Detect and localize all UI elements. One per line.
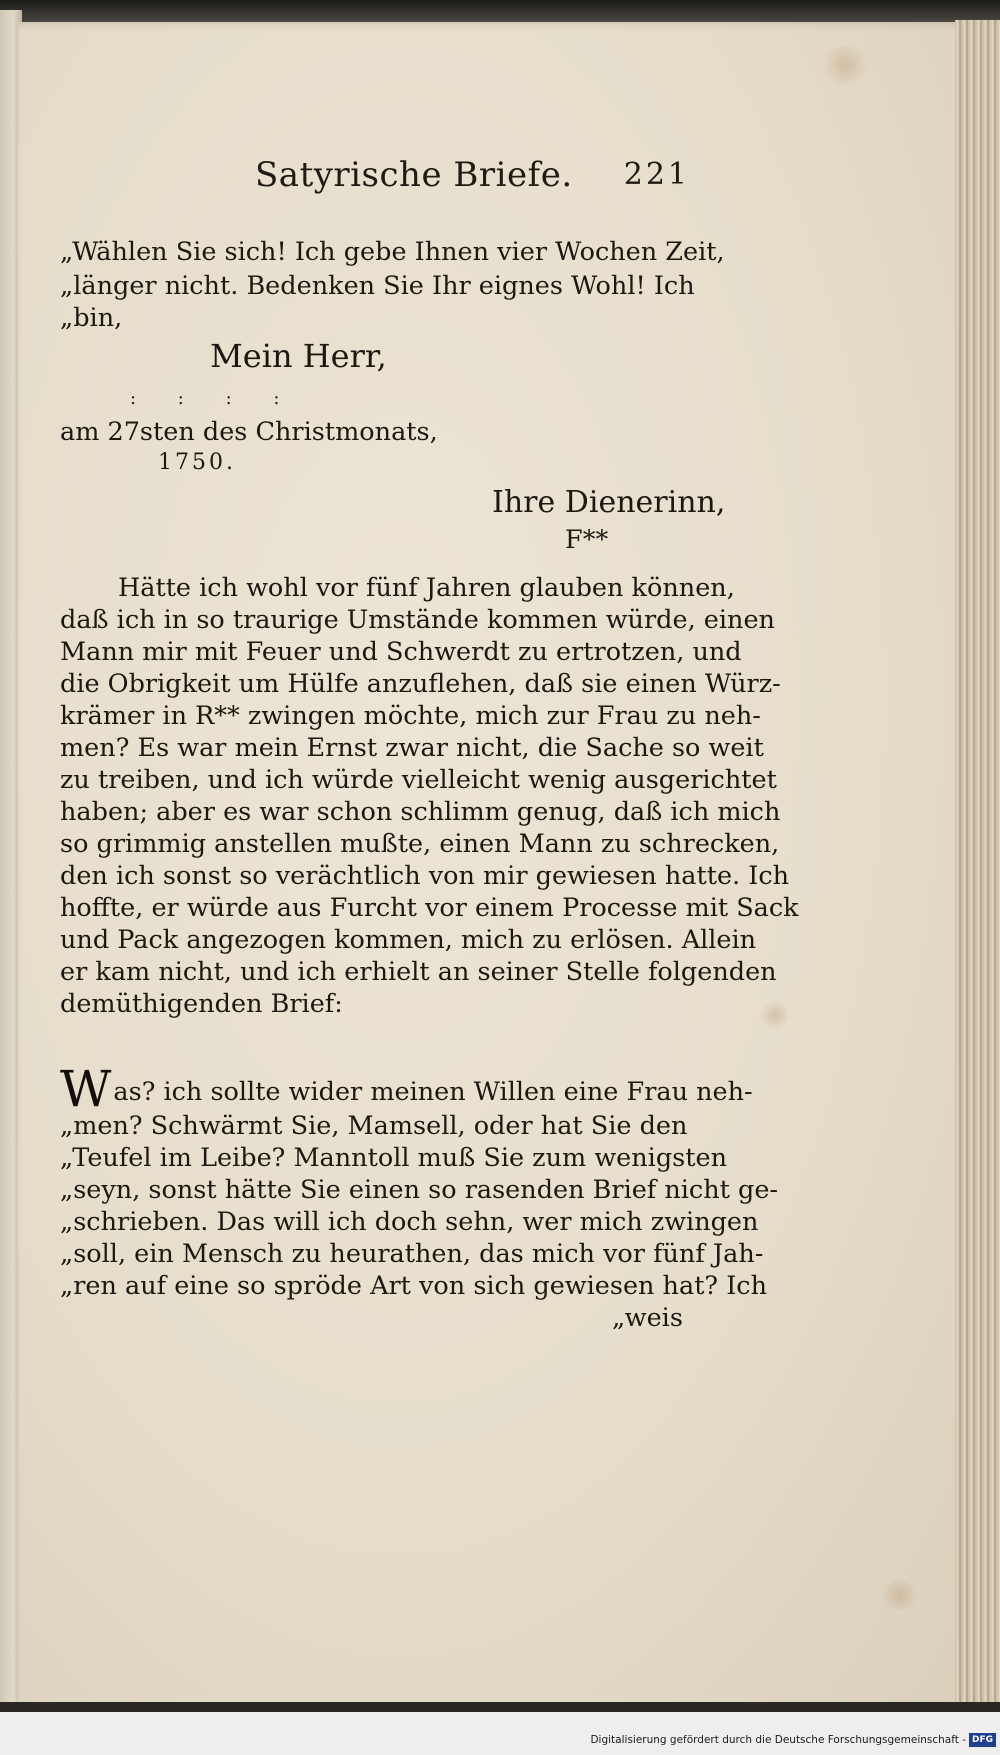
paragraph-line: den ich sonst so verächtlich von mir gewiesen hatte. Ich: [60, 861, 790, 891]
page-header: [60, 155, 690, 205]
paragraph-line: Hätte ich wohl vor fünf Jahren glauben können,: [118, 573, 735, 603]
catchword: „weis: [612, 1303, 683, 1333]
paragraph-line: und Pack angezogen kommen, mich zu erlösen. Allein: [60, 925, 757, 955]
book-top-edge: [0, 0, 1000, 22]
paragraph-line: er kam nicht, und ich erhielt an seiner Stelle folgenden: [60, 957, 777, 987]
reply-line: „soll, ein Mensch zu heurathen, das mich vor fünf Jah-: [60, 1239, 764, 1269]
running-head: Satyrische Briefe.: [255, 155, 573, 195]
reply-first-line: [60, 1060, 753, 1118]
reply-line: „seyn, sonst hätte Sie einen so rasenden Brief nicht ge-: [60, 1175, 779, 1205]
date-line: am 27sten des Christmonats,: [60, 417, 438, 447]
reply-line: „Teufel im Leibe? Manntoll muß Sie zum wenigsten: [60, 1143, 727, 1173]
salutation: Mein Herr,: [210, 337, 387, 375]
credit-text: Digitalisierung gefördert durch die Deutsche Forschungsgemeinschaft -: [590, 1734, 966, 1746]
paper-stain: [820, 45, 870, 85]
digitization-credit: [590, 1733, 996, 1747]
paragraph-line: krämer in R** zwingen möchte, mich zur Frau zu neh-: [60, 701, 761, 731]
paragraph-line: haben; aber es war schon schlimm genug, daß ich mich: [60, 797, 781, 827]
letter-line: „Wählen Sie sich! Ich gebe Ihnen vier Wochen Zeit,: [60, 237, 725, 267]
page-number: 221: [623, 157, 690, 192]
paragraph-line: daß ich in so traurige Umstände kommen würde, einen: [60, 605, 775, 635]
paragraph-line: zu treiben, und ich würde vielleicht wenig ausgerichtet: [60, 765, 777, 795]
reply-line: „ren auf eine so spröde Art von sich gewiesen hat? Ich: [60, 1271, 767, 1301]
paragraph-line: men? Es war mein Ernst zwar nicht, die Sache so weit: [60, 733, 764, 763]
paragraph-line: die Obrigkeit um Hülfe anzuflehen, daß sie einen Würz-: [60, 669, 781, 699]
paper-stain: [760, 1000, 790, 1030]
book-page-edges: [955, 20, 1000, 1715]
year: 1750.: [158, 450, 236, 475]
closing: Ihre Dienerinn,: [492, 485, 726, 520]
letter-line: „länger nicht. Bedenken Sie Ihr eignes Wohl! Ich: [60, 271, 695, 301]
letter-line: „bin,: [60, 303, 123, 333]
paper-stain: [880, 1580, 920, 1610]
reply-line: „men? Schwärmt Sie, Mamsell, oder hat Sie den: [60, 1111, 688, 1141]
paragraph-line: Mann mir mit Feuer und Schwerdt zu ertrotzen, und: [60, 637, 742, 667]
reply-first-line-text: as? ich sollte wider meinen Willen eine Frau neh-: [113, 1077, 753, 1107]
dfg-logo: DFG: [969, 1733, 996, 1747]
signature: F**: [565, 525, 609, 555]
omission-dots: : : : :: [130, 388, 298, 409]
initial-capital: W: [60, 1060, 112, 1118]
paragraph-line: hoffte, er würde aus Furcht vor einem Processe mit Sack: [60, 893, 799, 923]
reply-line: „schrieben. Das will ich doch sehn, wer mich zwingen: [60, 1207, 759, 1237]
paragraph-line: demüthigenden Brief:: [60, 989, 343, 1019]
paragraph-line: so grimmig anstellen mußte, einen Mann zu schrecken,: [60, 829, 780, 859]
